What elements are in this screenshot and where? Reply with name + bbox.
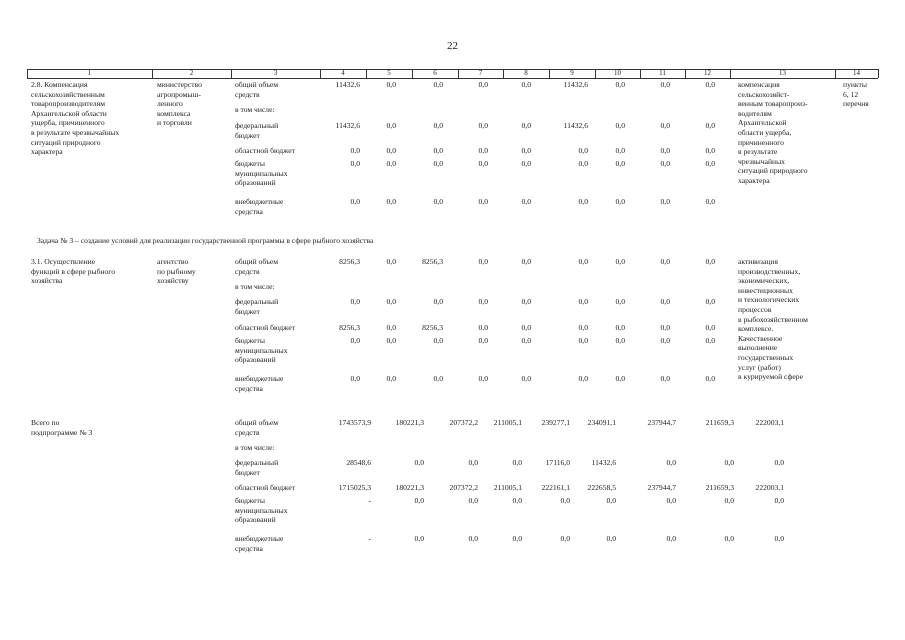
value-cell: 0,0 — [578, 197, 588, 206]
value-cell: 0,0 — [414, 534, 424, 543]
value-cell: 0,0 — [478, 121, 488, 130]
header-col-12: 12 — [704, 69, 711, 77]
row-label: бюджеты муниципальных образований — [235, 496, 288, 525]
value-cell: 0,0 — [660, 257, 670, 266]
value-cell: 0,0 — [666, 496, 676, 505]
value-cell: 0,0 — [521, 146, 531, 155]
value-cell: 0,0 — [774, 458, 784, 467]
value-cell: 0,0 — [521, 121, 531, 130]
value-cell: 0,0 — [386, 297, 396, 306]
value-cell: 0,0 — [724, 496, 734, 505]
value-cell: 0,0 — [433, 146, 443, 155]
header-col-5: 5 — [387, 69, 391, 77]
row-label: общий объем средств — [235, 80, 279, 99]
value-cell: 0,0 — [386, 146, 396, 155]
value-cell: 0,0 — [478, 146, 488, 155]
row-label: бюджеты муниципальных образований — [235, 159, 288, 188]
value-cell: 17116,0 — [545, 458, 570, 467]
value-cell: 0,0 — [615, 323, 625, 332]
value-cell: 180221,3 — [395, 483, 424, 492]
value-cell: 0,0 — [433, 336, 443, 345]
s31-result: активизация производственных, экономических, инвестиционных и технологических процессов в рыбохозяйственном комплексе. Качественное выполнение государственных услуг (работ) в курируемой сфере — [738, 257, 808, 382]
value-cell: 0,0 — [386, 121, 396, 130]
s28-title: 2.8. Компенсация сельскохозяйственным товаропроизводителям Архангельской области ущерба, причиненного в результате чрезвычайных ситуаций природного характера — [31, 80, 120, 157]
value-cell: 0,0 — [666, 458, 676, 467]
value-cell: 0,0 — [615, 297, 625, 306]
value-cell: 0,0 — [578, 374, 588, 383]
value-cell: 0,0 — [433, 80, 443, 89]
value-cell: 207372,2 — [449, 483, 478, 492]
header-col-10: 10 — [614, 69, 621, 77]
value-cell: 11432,6 — [563, 80, 588, 89]
value-cell: 0,0 — [478, 197, 488, 206]
value-cell: 222161,1 — [541, 483, 570, 492]
value-cell: 0,0 — [705, 257, 715, 266]
value-cell: 0,0 — [660, 336, 670, 345]
value-cell: 1743573,9 — [338, 418, 371, 427]
value-cell: 28548,6 — [346, 458, 371, 467]
s28-executor: министерство агропромыш- ленного комплекса и торговли — [157, 80, 202, 128]
value-cell: 0,0 — [468, 534, 478, 543]
header-col-9: 9 — [570, 69, 574, 77]
header-divider — [878, 69, 879, 78]
row-label: бюджеты муниципальных образований — [235, 336, 288, 365]
value-cell: 0,0 — [705, 121, 715, 130]
value-cell: - — [368, 534, 371, 543]
value-cell: 0,0 — [615, 159, 625, 168]
value-cell: 0,0 — [578, 336, 588, 345]
value-cell: 0,0 — [433, 121, 443, 130]
value-cell: 0,0 — [705, 374, 715, 383]
value-cell: 0,0 — [478, 336, 488, 345]
value-cell: 0,0 — [560, 534, 570, 543]
value-cell: 0,0 — [386, 197, 396, 206]
row-label: областной бюджет — [235, 483, 295, 492]
page-number: 22 — [447, 40, 458, 52]
value-cell: 0,0 — [350, 197, 360, 206]
value-cell: 0,0 — [578, 297, 588, 306]
value-cell: 0,0 — [478, 257, 488, 266]
value-cell: 0,0 — [433, 197, 443, 206]
row-label: в том числе: — [235, 443, 275, 452]
value-cell: 0,0 — [774, 496, 784, 505]
value-cell: 211659,3 — [705, 483, 734, 492]
value-cell: 0,0 — [521, 80, 531, 89]
value-cell: 0,0 — [478, 374, 488, 383]
row-label: внебюджетные средства — [235, 197, 284, 216]
value-cell: 0,0 — [414, 496, 424, 505]
value-cell: 0,0 — [433, 297, 443, 306]
value-cell: 0,0 — [386, 159, 396, 168]
value-cell: 0,0 — [705, 297, 715, 306]
s28-link: пункты 6, 12 перечня — [843, 80, 869, 109]
value-cell: 234091,1 — [587, 418, 616, 427]
row-label: федеральный бюджет — [235, 121, 279, 140]
value-cell: 0,0 — [350, 374, 360, 383]
value-cell: 0,0 — [578, 159, 588, 168]
value-cell: 0,0 — [615, 121, 625, 130]
value-cell: 0,0 — [615, 146, 625, 155]
value-cell: 239277,1 — [541, 418, 570, 427]
value-cell: 211005,1 — [493, 418, 522, 427]
value-cell: 0,0 — [478, 297, 488, 306]
value-cell: 0,0 — [350, 297, 360, 306]
value-cell: 0,0 — [660, 297, 670, 306]
value-cell: 0,0 — [386, 257, 396, 266]
value-cell: - — [368, 496, 371, 505]
value-cell: 0,0 — [705, 336, 715, 345]
value-cell: 0,0 — [724, 534, 734, 543]
value-cell: 0,0 — [578, 257, 588, 266]
value-cell: 0,0 — [433, 374, 443, 383]
value-cell: 0,0 — [615, 336, 625, 345]
value-cell: 211659,3 — [705, 418, 734, 427]
value-cell: 0,0 — [414, 458, 424, 467]
row-label: в том числе: — [235, 105, 275, 114]
value-cell: 1715025,3 — [338, 483, 371, 492]
row-label: общий объем средств — [235, 418, 279, 437]
value-cell: 222003,1 — [755, 483, 784, 492]
header-col-7: 7 — [478, 69, 483, 77]
value-cell: 0,0 — [660, 80, 670, 89]
s31-title: 3.1. Осуществление функций в сфере рыбного хозяйства — [31, 257, 116, 286]
row-label: федеральный бюджет — [235, 297, 279, 316]
value-cell: 0,0 — [478, 323, 488, 332]
s28-result: компенсация сельскохозяйст- венным товаропроиз- водителям Архангельской области ущерба, причиненного в результате чрезвычайных ситуаций природного характера — [738, 80, 808, 185]
value-cell: 0,0 — [578, 146, 588, 155]
row-label: областной бюджет — [235, 146, 295, 155]
value-cell: 0,0 — [386, 374, 396, 383]
row-label: в том числе: — [235, 282, 275, 291]
s31-executor: агентство по рыбному хозяйству — [157, 257, 196, 286]
value-cell: 0,0 — [615, 80, 625, 89]
value-cell: 0,0 — [386, 323, 396, 332]
value-cell: 0,0 — [660, 323, 670, 332]
value-cell: 211005,1 — [493, 483, 522, 492]
value-cell: 0,0 — [660, 146, 670, 155]
value-cell: 0,0 — [660, 374, 670, 383]
value-cell: 0,0 — [521, 374, 531, 383]
value-cell: 0,0 — [705, 197, 715, 206]
header-rule — [27, 78, 878, 79]
header-col-8: 8 — [524, 69, 528, 77]
value-cell: 11432,6 — [335, 80, 360, 89]
value-cell: 0,0 — [705, 80, 715, 89]
value-cell: 0,0 — [705, 146, 715, 155]
value-cell: 0,0 — [512, 496, 522, 505]
value-cell: 8256,3 — [422, 323, 443, 332]
row-label: внебюджетные средства — [235, 534, 284, 553]
row-label: областной бюджет — [235, 323, 295, 332]
value-cell: 0,0 — [386, 336, 396, 345]
value-cell: 0,0 — [606, 534, 616, 543]
value-cell: 222658,5 — [587, 483, 616, 492]
row-label: федеральный бюджет — [235, 458, 279, 477]
value-cell: 180221,3 — [395, 418, 424, 427]
value-cell: 0,0 — [386, 80, 396, 89]
header-col-1: 1 — [87, 69, 92, 77]
value-cell: 0,0 — [468, 496, 478, 505]
value-cell: 0,0 — [350, 146, 360, 155]
value-cell: 0,0 — [660, 121, 670, 130]
header-col-11: 11 — [659, 69, 666, 77]
header-col-2: 2 — [189, 69, 194, 77]
value-cell: 237944,7 — [647, 418, 676, 427]
value-cell: 0,0 — [606, 496, 616, 505]
value-cell: 0,0 — [560, 496, 570, 505]
value-cell: 0,0 — [521, 257, 531, 266]
value-cell: 0,0 — [521, 336, 531, 345]
value-cell: 0,0 — [521, 197, 531, 206]
value-cell: 0,0 — [774, 534, 784, 543]
value-cell: 0,0 — [615, 197, 625, 206]
value-cell: 11432,6 — [335, 121, 360, 130]
header-col-13: 13 — [779, 69, 786, 77]
value-cell: 0,0 — [724, 458, 734, 467]
header-col-4: 4 — [341, 69, 345, 77]
task3-heading: Задача № 3 – создание условий для реализации государственной программы в сфере рыбного хозяйства — [37, 236, 374, 245]
value-cell: 0,0 — [660, 159, 670, 168]
value-cell: 207372,2 — [449, 418, 478, 427]
value-cell: 0,0 — [512, 458, 522, 467]
value-cell: 8256,3 — [339, 257, 360, 266]
value-cell: 11432,6 — [563, 121, 588, 130]
header-col-3: 3 — [273, 69, 278, 77]
value-cell: 222003,1 — [755, 418, 784, 427]
row-label: внебюджетные средства — [235, 374, 284, 393]
value-cell: 0,0 — [521, 323, 531, 332]
value-cell: 237944,7 — [647, 483, 676, 492]
total-title: Всего по подпрограмме № 3 — [31, 418, 93, 437]
header-col-14: 14 — [853, 69, 860, 77]
value-cell: 0,0 — [350, 159, 360, 168]
value-cell: 11432,6 — [591, 458, 616, 467]
value-cell: 0,0 — [705, 159, 715, 168]
value-cell: 0,0 — [433, 159, 443, 168]
value-cell: 0,0 — [478, 159, 488, 168]
value-cell: 0,0 — [666, 534, 676, 543]
value-cell: 0,0 — [468, 458, 478, 467]
header-col-6: 6 — [433, 69, 437, 77]
value-cell: 0,0 — [705, 323, 715, 332]
row-label: общий объем средств — [235, 257, 279, 276]
value-cell: 0,0 — [350, 336, 360, 345]
value-cell: 0,0 — [578, 323, 588, 332]
value-cell: 0,0 — [478, 80, 488, 89]
value-cell: 0,0 — [521, 159, 531, 168]
value-cell: 0,0 — [660, 197, 670, 206]
value-cell: 0,0 — [512, 534, 522, 543]
value-cell: 0,0 — [615, 374, 625, 383]
value-cell: 8256,3 — [339, 323, 360, 332]
value-cell: 0,0 — [615, 257, 625, 266]
value-cell: 8256,3 — [422, 257, 443, 266]
value-cell: 0,0 — [521, 297, 531, 306]
